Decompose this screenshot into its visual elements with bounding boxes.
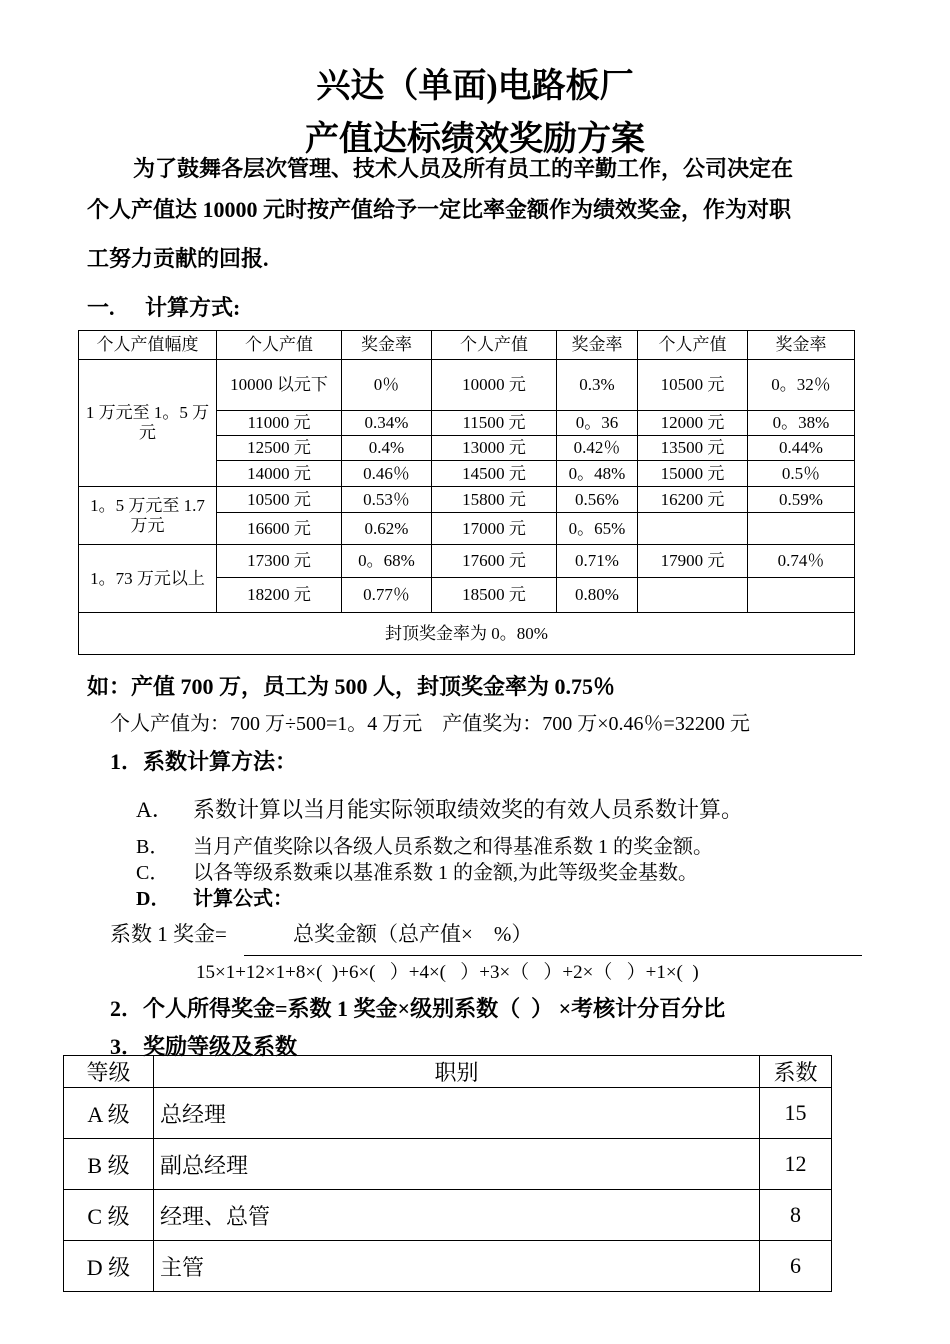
item-c-text: 以各等级系数乘以基准系数 1 的金额,为此等级奖金基数。	[193, 862, 698, 884]
position-cell: 主管	[154, 1241, 760, 1292]
header-cell: 个人产值	[217, 331, 342, 360]
formula-numerator: 总奖金额（总产值× %）	[293, 922, 533, 946]
table-cell: 18200 元	[217, 578, 342, 613]
coef-heading: 1．系数计算方法：	[110, 749, 298, 774]
table-cell: 16200 元	[638, 487, 748, 513]
table-footer-row	[79, 613, 855, 655]
header-cell: 奖金率	[342, 331, 432, 360]
table-cell: 10000 以元下	[217, 360, 342, 411]
table-cell: 0.42％	[557, 436, 638, 461]
table-header-row	[79, 331, 855, 360]
header-cell: 奖金率	[748, 331, 855, 360]
table-cell	[748, 578, 855, 613]
grade-coefficient-table	[63, 1055, 832, 1292]
item-a-text: 系数计算以当月能实际领取绩效奖的有效人员系数计算。	[193, 797, 744, 822]
intro-line-1: 为了鼓舞各层次管理、技术人员及所有员工的辛勤工作，公司决定在	[133, 156, 794, 181]
table-cell: 0.34%	[342, 411, 432, 436]
table-cell: 16600 元	[217, 513, 342, 545]
table-cell: 0.44%	[748, 436, 855, 461]
section-1-number: 一.	[87, 295, 115, 320]
table-cell: 13000 元	[432, 436, 557, 461]
table-cell: 10500 元	[638, 360, 748, 411]
grade-cell: A 级	[64, 1088, 154, 1139]
intro-line-2: 个人产值达 10000 元时按产值给予一定比率金额作为绩效奖金，作为对职	[87, 197, 792, 222]
table-cell: 0％	[342, 360, 432, 411]
range-cell: 1。73 万元以上	[79, 545, 217, 613]
table-cell: 0。32％	[748, 360, 855, 411]
formula-left: 系数 1 奖金=	[110, 922, 227, 946]
coefficient-cell: 15	[760, 1088, 832, 1139]
table-row	[79, 545, 855, 578]
table-cell: 14000 元	[217, 461, 342, 487]
table-cell: 0.4%	[342, 436, 432, 461]
table-row	[79, 360, 855, 411]
coefficient-cell: 6	[760, 1241, 832, 1292]
table-cell: 0.74％	[748, 545, 855, 578]
example-heading: 如：产值 700 万，员工为 500 人，封顶奖金率为 0.75％	[87, 674, 616, 699]
table-header-row	[64, 1056, 832, 1088]
table-cell: 17000 元	[432, 513, 557, 545]
header-cell: 职别	[154, 1056, 760, 1088]
section-1-heading: 计算方式:	[145, 295, 241, 320]
header-cell: 个人产值	[432, 331, 557, 360]
table-cell: 0.56%	[557, 487, 638, 513]
table-cell	[638, 513, 748, 545]
table-cell: 10500 元	[217, 487, 342, 513]
table-row	[64, 1241, 832, 1292]
table-cell: 0.62%	[342, 513, 432, 545]
table-cell: 0.53％	[342, 487, 432, 513]
header-cell: 奖金率	[557, 331, 638, 360]
bonus-rate-table	[78, 330, 855, 655]
table-cell: 18500 元	[432, 578, 557, 613]
table-cell: 0.3%	[557, 360, 638, 411]
table-cell: 0.5％	[748, 461, 855, 487]
page-title: 兴达（单面)电路板厂	[316, 68, 634, 105]
table-cell: 15000 元	[638, 461, 748, 487]
table-cell: 12500 元	[217, 436, 342, 461]
table-cell: 17600 元	[432, 545, 557, 578]
table-cell: 0.80%	[557, 578, 638, 613]
item-b-mark: B．	[136, 836, 170, 858]
table-cell: 0.46％	[342, 461, 432, 487]
table-row	[64, 1190, 832, 1241]
table-cell: 12000 元	[638, 411, 748, 436]
table-row	[79, 487, 855, 513]
item-3-heading: 3．奖励等级及系数	[110, 1034, 298, 1059]
formula-denominator: 15×1+12×1+8×( )+6×( ）+4×( ）+3×（ ）+2×（ ）+1×( )	[196, 962, 699, 983]
item-a-mark: A．	[136, 797, 174, 822]
item-2-personal-bonus: 2．个人所得奖金=系数 1 奖金×级别系数（ ） ×考核计分百分比	[110, 996, 726, 1021]
table-cell: 13500 元	[638, 436, 748, 461]
table-cell: 11000 元	[217, 411, 342, 436]
table-cell: 10000 元	[432, 360, 557, 411]
table-cell	[748, 513, 855, 545]
example-calculation: 个人产值为：700 万÷500=1。4 万元 产值奖为：700 万×0.46％=32200 元	[110, 713, 750, 735]
table-cell: 14500 元	[432, 461, 557, 487]
table-cell: 0。36	[557, 411, 638, 436]
table-cell: 17900 元	[638, 545, 748, 578]
grade-cell: D 级	[64, 1241, 154, 1292]
table-cell: 0。48%	[557, 461, 638, 487]
position-cell: 经理、总管	[154, 1190, 760, 1241]
table-cell: 11500 元	[432, 411, 557, 436]
range-cell: 1。5 万元至 1.7 万元	[79, 487, 217, 545]
header-cell: 系数	[760, 1056, 832, 1088]
table-cell: 17300 元	[217, 545, 342, 578]
item-d-mark: D．	[136, 888, 171, 910]
table-cell: 0。65%	[557, 513, 638, 545]
position-cell: 总经理	[154, 1088, 760, 1139]
item-b-text: 当月产值奖除以各级人员系数之和得基准系数 1 的奖金额。	[193, 836, 713, 858]
range-cell: 1 万元至 1。5 万元	[79, 360, 217, 487]
coefficient-cell: 8	[760, 1190, 832, 1241]
page-subtitle: 产值达标绩效奖励方案	[305, 121, 645, 158]
table-cell	[638, 578, 748, 613]
fraction-line	[244, 955, 862, 956]
position-cell: 副总经理	[154, 1139, 760, 1190]
grade-cell: B 级	[64, 1139, 154, 1190]
table-cell: 15800 元	[432, 487, 557, 513]
table-row	[64, 1139, 832, 1190]
item-c-mark: C．	[136, 862, 170, 884]
header-cell: 个人产值幅度	[79, 331, 217, 360]
header-cell: 个人产值	[638, 331, 748, 360]
intro-line-3: 工努力贡献的回报.	[87, 246, 269, 271]
cap-rate-note: 封顶奖金率为 0。80%	[79, 613, 855, 655]
table-cell: 0。68%	[342, 545, 432, 578]
table-cell: 0.71%	[557, 545, 638, 578]
header-cell: 等级	[64, 1056, 154, 1088]
table-cell: 0。38%	[748, 411, 855, 436]
table-row	[64, 1088, 832, 1139]
grade-cell: C 级	[64, 1190, 154, 1241]
item-d-text: 计算公式：	[193, 888, 293, 910]
coefficient-cell: 12	[760, 1139, 832, 1190]
table-cell: 0.59%	[748, 487, 855, 513]
table-cell: 0.77％	[342, 578, 432, 613]
